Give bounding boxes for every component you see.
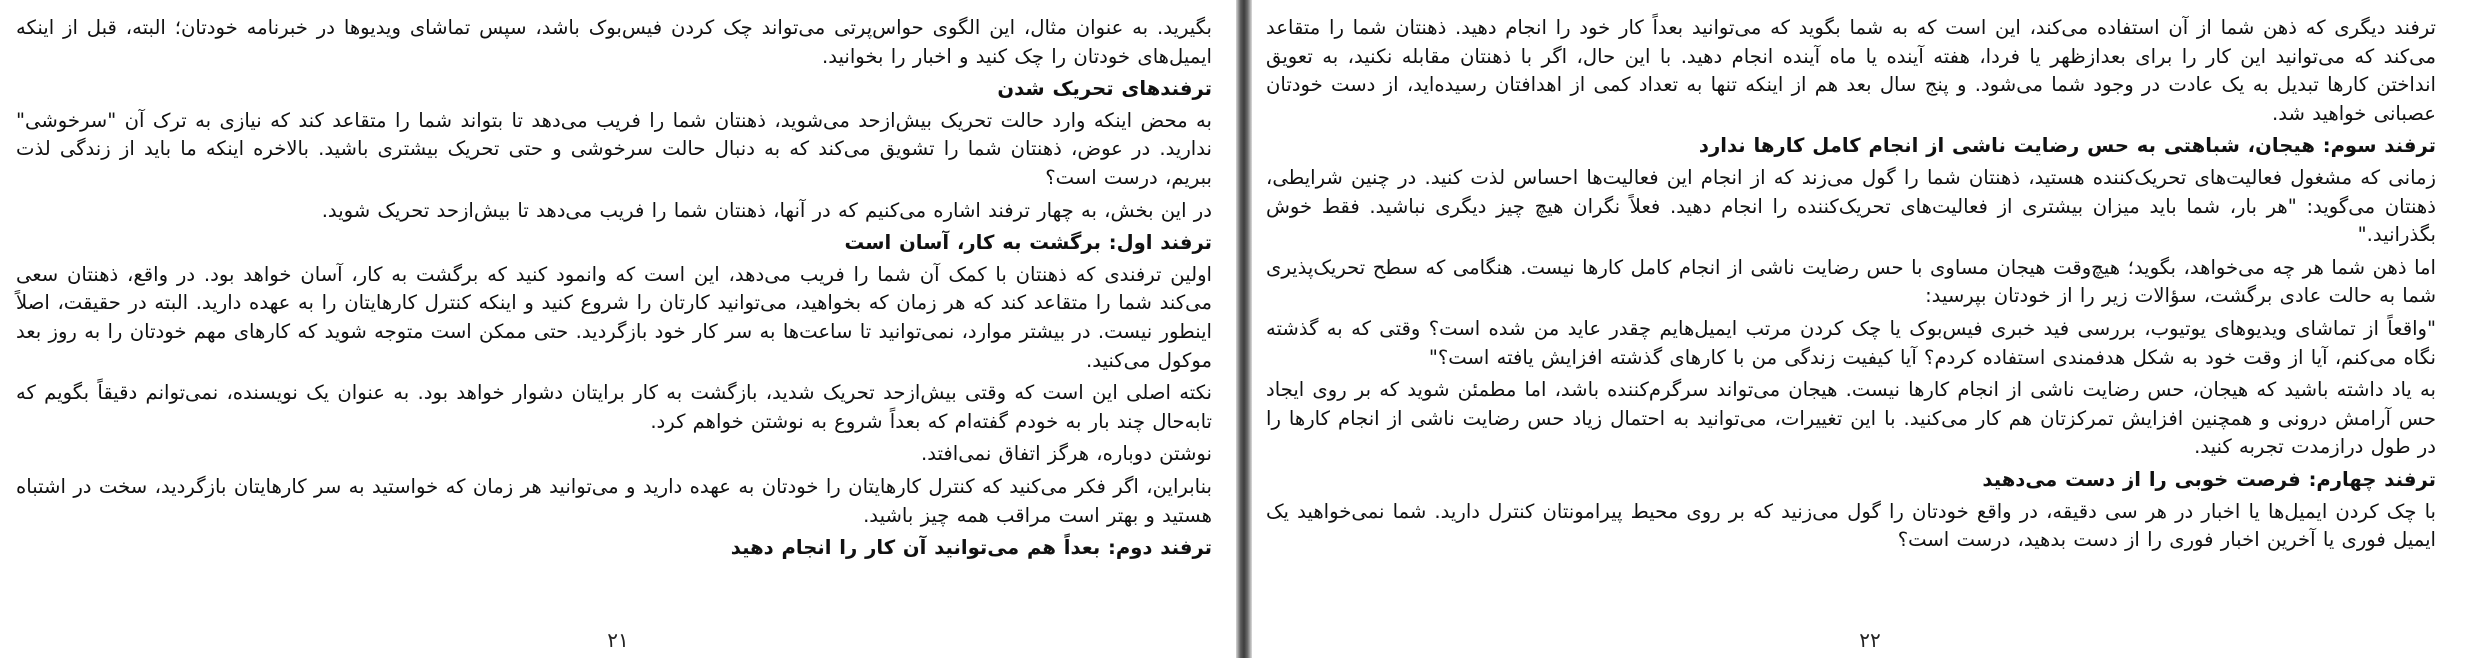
paragraph: نکته اصلی این است که وقتی بیش‌ازحد تحریک شدید، بازگشت به کار برایتان دشوار خواهد بود. به عنوان یک نویسنده، نمی‌توانم دقیقاً بگویم که تابه‌حال چند بار به خودم گفته‌ام که بعداً شروع به نوشتن خواهم کرد. xyxy=(16,381,1212,433)
book-gutter xyxy=(1236,0,1252,658)
page-21 xyxy=(0,0,1236,658)
paragraph: اما ذهن شما هر چه می‌خواهد، بگوید؛ هیچ‌وقت هیجان مساوی با حس رضایت ناشی از انجام کامل کارها نیست. هنگامی که سطح تحریک‌پذیری شما به حالت عادی برگشت، سؤالات زیر را از خودتان بپرسید: xyxy=(1266,255,2436,308)
section-heading: ترفند چهارم: فرصت خوبی را از دست می‌دهید xyxy=(1982,467,2436,491)
page-22 xyxy=(1252,0,2488,658)
paragraph: "واقعاً از تماشای ویدیوهای یوتیوب، بررسی فید خبری فیس‌بوک یا چک کردن مرتب ایمیل‌هایم چقدر عاید من شده است؟ وقتی که به گذشته نگاه می‌کنم، آیا از وقت خود به شکل هدفمندی استفاده کردم؟ آیا کیفیت زندگی من با کارهای گذشته افزایش یافته است؟" xyxy=(1266,316,2436,369)
paragraph: به محض اینکه وارد حالت تحریک بیش‌ازحد می‌شوید، ذهنتان شما را فریب می‌دهد تا بتواند شما را متقاعد کند که نیازی به ترک آن "سرخوشی" ندارید. در عوض، ذهنتان شما را تشویق می‌کند که به دنبال حالت سرخوشی و حتی تحریک بیشتری باشید. بالاخره اینکه ما باید از زندگی لذت ببریم، درست است؟ xyxy=(16,108,1212,189)
page-22-body xyxy=(1266,14,2436,559)
section-heading: ترفند دوم: بعداً هم می‌توانید آن کار را انجام دهید xyxy=(730,536,1212,560)
section-heading: ترفند اول: برگشت به کار، آسان است xyxy=(844,231,1212,255)
paragraph: بگیرید. به عنوان مثال، این الگوی حواس‌پرتی می‌تواند چک کردن فیس‌بوک باشد، سپس تماشای ویدیوها در خبرنامه خودتان؛ البته، قبل از اینکه ایمیل‌های خودتان را چک کنید و اخبار را بخوانید. xyxy=(16,16,1212,68)
section-heading: ترفند سوم: هیجان، شباهتی به حس رضایت ناشی از انجام کامل کارها ندارد xyxy=(1698,134,2436,158)
paragraph: بنابراین، اگر فکر می‌کنید که کنترل کارهایتان را خودتان به عهده دارید و می‌توانید هر زمان که خواستید به سر کارهایتان بازگردید، سخت در اشتباه هستید و بهتر است مراقب همه چیز باشید. xyxy=(16,474,1212,527)
paragraph: در این بخش، به چهار ترفند اشاره می‌کنیم که در آنها، ذهنتان شما را فریب می‌دهد تا بیش‌ازحد تحریک شوید. xyxy=(321,198,1212,222)
paragraph: به یاد داشته باشید که هیجان، حس رضایت ناشی از انجام کارها نیست. هیجان می‌تواند سرگرم‌کننده باشد، اما مطمئن شوید که بر روی ایجاد حس آرامش درونی و همچنین افزایش تمرکزتان هم کار می‌کنید. با این تغییرات، می‌توانید به احتمال زیاد حس رضایت ناشی از انجام کارها را در طول درازمدت تجربه کنید. xyxy=(1266,378,2436,459)
page-21-body xyxy=(16,14,1212,566)
paragraph: اولین ترفندی که ذهنتان با کمک آن شما را فریب می‌دهد، این است که وانمود کنید که برگشت به کار، آسان خواهد بود. در واقع، ذهنتان سعی می‌کند شما را متقاعد کند که هر زمان که بخواهید، می‌توانید کارتان را شروع کنید و اینکه کنترل کارهایتان را به عهده دارید. البته در حقیقت، اصلاً اینطور نیست. در بیشتر موارد، نمی‌توانید تا ساعت‌ها به سر کار خود بازگردید. حتی ممکن است متوجه شوید که کارهای مهم خودتان را به روز بعد موکول می‌کنید. xyxy=(16,262,1212,372)
paragraph: با چک کردن ایمیل‌ها یا اخبار در هر سی دقیقه، در واقع خودتان را گول می‌زنید که بر روی محیط پیرامونتان کنترل دارید. شما نمی‌خواهید یک ایمیل فوری یا آخرین اخبار فوری را از دست بدهید، درست است؟ xyxy=(1266,499,2436,552)
paragraph: نوشتن دوباره، هرگز اتفاق نمی‌افتد. xyxy=(920,442,1212,466)
section-heading: ترفندهای تحریک شدن xyxy=(997,77,1212,101)
paragraph: زمانی که مشغول فعالیت‌های تحریک‌کننده هستید، ذهنتان شما را گول می‌زند که از انجام این فعالیت‌ها احساس لذت کنید. در چنین شرایطی، ذهنتان می‌گوید: "هر بار، شما باید میزان بیشتری از فعالیت‌های تحریک‌کننده را انجام دهید. فعلاً نگران هیچ چیز دیگری نباشید. فقط خوش بگذرانید." xyxy=(1266,165,2436,247)
page-number-21: ۲۱ xyxy=(607,628,629,652)
paragraph: ترفند دیگری که ذهن شما از آن استفاده می‌کند، این است که به شما بگوید که می‌توانید بعداً کار خود را انجام دهید. ذهنتان شما را متقاعد می‌کند که می‌توانید این کار را برای بعدازظهر یا فردا، هفته آینده یا ماه آینده انجام دهید. با این حال، اگر با ذهنتان مقابله نکنید، به تعویق انداختن کارها تبدیل به یک عادت در وجود شما می‌شود. و پنج سال بعد هم از اینکه تنها به تعداد کمی از اهدافتان رسیده‌اید، از دست خودتان عصبانی خواهید شد. xyxy=(1266,16,2436,125)
page-number-22: ۲۲ xyxy=(1859,628,1881,652)
